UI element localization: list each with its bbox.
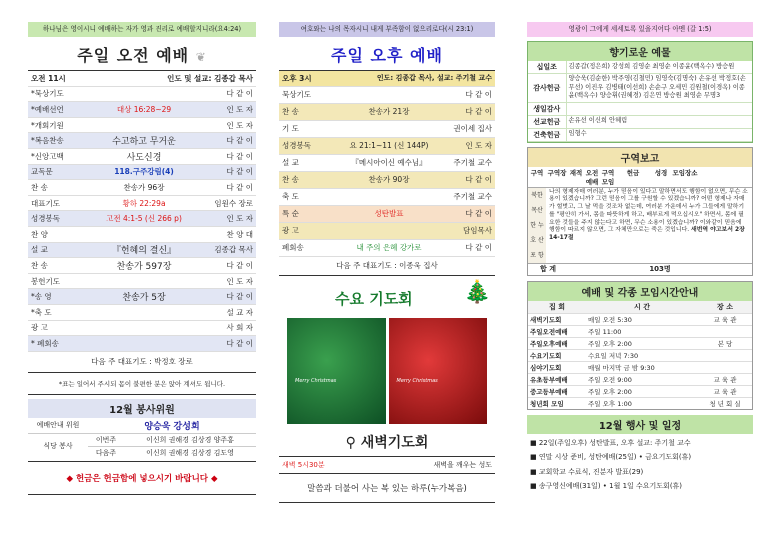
schedule-row [528,313,752,325]
schedule-col-header: 시 간 [634,302,650,311]
schedule-time: 수요일 저녁 7:30 [588,351,639,360]
committee-title: 12월 봉사위원 [28,399,256,418]
zone-name: 목산 [531,206,543,214]
bullet-icon: ■ [530,438,539,447]
row-leader: 다 같 이 [226,182,253,192]
service-row [279,155,495,172]
dawn-title: 새벽기도회 [360,434,429,451]
committee-sub: 이번주 [95,435,117,444]
dawn-time: 새벽 5시30분 [282,460,325,469]
events-list [527,434,753,496]
row-content: 『메시아이신 예수님』 [351,158,427,168]
row-leader: 다 같 이 [226,292,253,302]
row-leader: 다 같 이 [465,175,492,185]
schedule-time: 주일 오전 9:00 [588,375,632,384]
service-row [28,274,256,290]
zone-col-header: 구역모임 [601,168,615,186]
service-time: 오후 3시 [282,73,312,83]
schedule-name: 수요기도회 [530,351,562,360]
schedule-place [698,325,752,337]
row-leader: 다 같 이 [226,167,253,177]
offerings-panel [527,22,753,522]
schedule-row [528,337,752,349]
schedule-time: 주일 오후 2:00 [588,387,632,396]
row-leader: 임원수 장로 [214,198,253,208]
zone-verse: 새번역 야고보서 2장 14-17절 [549,227,745,242]
schedule-place: 교 육 관 [713,387,737,396]
service-row [279,121,495,138]
row-leader: 설 교 자 [226,307,253,317]
schedule-name: 유초등부예배 [530,375,568,384]
offering-table [528,61,752,142]
committee-role: 식당 봉사 [43,442,73,451]
motto: 말씀과 더불어 사는 복 있는 하루(누가복음) [307,483,467,494]
zone-body [528,188,752,263]
service-row [28,243,256,259]
service-row [28,165,256,181]
row-label: 찬 송 [282,175,299,185]
page-title: 주일 오후 예배 [331,46,443,65]
zone-name: 호 산 [530,236,544,244]
service-row [279,189,495,206]
afternoon-service-panel [279,22,495,522]
row-content: 수고하고 무거운 [112,137,176,148]
offering-names: 김종갑(정은희) 강성희 김영순 최영순 이종윤(백옥수) 방승원 [566,61,752,74]
row-leader: 인 도 자 [465,141,492,151]
bullet-icon: ■ [530,453,539,461]
row-content: 『헌혜의 결신』 [111,246,177,257]
row-label: 대표기도 [31,198,60,208]
row-leader: 인 도 자 [226,214,253,224]
zone-col-header: 구역장 [547,168,567,177]
offering-names: 양승욱(김순한) 박주영(김철민) 임영숙(김명숙) 손유선 박정호(손무선) 이진우 김병태(이선희) 손순구 오세민 김원철(이경옥) 이종윤(백옥수) 양승휘(권혜경) 김은연 방승원 최영순 무명3 [566,74,752,103]
offering-title: 향기로운 예물 [528,42,752,61]
schedule-time: 주일 오후 2:00 [588,339,632,348]
schedule-name: 심야기도회 [530,363,562,372]
row-leader: 인 도 자 [226,104,253,114]
service-lead: 인도 및 설교: 김종갑 목사 [167,73,253,83]
row-label: 교독문 [31,167,53,177]
offering-names: 임형수 [566,128,752,141]
event-item [530,436,750,451]
committee-names: 이신희 권해경 김상경 양주홍 [146,435,234,444]
row-leader: 담임목사 [463,226,492,236]
row-label: 특 순 [282,209,299,219]
service-row [28,289,256,305]
schedule-header [528,301,752,314]
offering-kind: 건축헌금 [533,130,561,139]
standing-note: *표는 일어서 주시되 몸이 불편한 분은 앉아 계셔도 됩니다. [58,379,226,388]
row-label: 성경봉독 [282,141,311,151]
row-leader: 사 회 자 [226,323,253,333]
schedule-name: 중고등부예배 [530,387,568,396]
schedule-name: 주일오후예배 [530,339,568,348]
event-item [530,465,750,480]
schedule-row [528,361,752,373]
row-label: 찬 송 [31,260,48,270]
row-leader: 권이세 집사 [453,124,492,134]
committee-names: 이신희 권해경 김상경 김도영 [146,448,234,457]
schedule-time: 주일 11:00 [588,327,622,336]
offering-row [528,61,752,74]
row-label: 축 도 [282,192,299,202]
tree-icon: ❦ [195,50,207,64]
committee-sub: 다음주 [95,448,117,457]
service-row [279,223,495,240]
offering-row [528,74,752,103]
schedule-place: 교 육 관 [713,315,737,324]
zone-col-header: 모임장소 [672,168,698,177]
title-text: 주일 오전 예배 [77,46,190,65]
zone-names [528,188,546,263]
offering-names [566,102,752,115]
row-label: *축 도 [31,307,52,317]
row-label: *개회기원 [31,120,64,130]
row-leader: 다 같 이 [465,107,492,117]
event-text: 교회학교 수료식, 진분자 발표(29) [538,467,644,476]
order-of-service [279,87,495,257]
dawn-desc: 새벽을 깨우는 성도 [433,460,492,469]
zone-col-header: 성경 [654,168,668,177]
row-label: * 폐회송 [31,338,59,348]
row-label: 광 고 [31,323,48,333]
service-row [28,305,256,321]
schedule-time: 매월 마지막 금 밤 9:30 [588,363,655,372]
events-box [527,415,753,496]
row-label: 묵상기도 [282,90,311,100]
wed-title: 수요 기도회 [335,289,413,308]
zone-total-label: 합 계 [540,265,556,273]
offering-kind: 십일조 [536,63,557,71]
offering-kind: 선교헌금 [533,117,561,126]
row-content: 118.구주강림(4) [114,167,174,177]
wed-header [279,276,495,318]
row-label: 봉헌기도 [31,276,60,286]
schedule-box [527,281,753,410]
row-content: 요 21:1~11 (신 144P) [349,141,429,151]
row-content: 대상 16:28~29 [116,104,172,114]
row-content: 내 주의 은혜 강가로 [356,243,422,253]
committee-names: 양승욱 강성희 [144,421,200,432]
row-content: 찬송가 5장 [122,293,166,304]
service-row [28,149,256,165]
row-leader: 주기철 교수 [453,192,492,202]
zone-header [528,167,752,188]
schedule-place [698,361,752,373]
row-label: 설 교 [282,158,299,168]
service-row [28,133,256,149]
service-row [279,104,495,121]
offering-row [528,115,752,128]
zone-box [527,147,753,276]
schedule-row [528,325,752,337]
verse-banner: 하나님은 영이시니 예배하는 자가 영과 진리로 예배할지니라(요4:24) [28,22,256,37]
schedule-row [528,373,752,385]
zone-col-header: 재적 [569,168,583,177]
row-label: 기 도 [282,124,299,134]
row-content: 찬송가 597장 [116,261,172,272]
service-row [279,240,495,257]
schedule-col-header: 집 회 [549,302,565,311]
row-content: 고전 4:1-5 (신 266 p) [106,214,182,224]
zone-passage: 나의 형제자매 여러분, 누가 믿음이 있다고 말하면서도 행함이 없으면, 무슨 소용이 있겠습니까? 그런 믿음이 그를 구원할 수 있겠습니까? 어떤 형제나 자매가 헐벗고, 그 날 먹을 것조차 없는데, 여러분 가운데서 누가 그들에게 말하기를 "평안히 가서, 몸을 따뜻하게 하고, 배부르게 먹으십시오" 하면서, 몸에 필요한 것들을 주지 않는다고 하면, 무슨 소용이 있겠습니까? 이와같이 믿음에 행함이 따르지 않으면, 그 자체만으로는 죽은 것입니다. [549,188,748,234]
schedule-time: 주일 오후 1:00 [588,399,632,408]
row-label: 성경봉독 [31,214,60,224]
service-row [279,206,495,223]
service-row [28,321,256,337]
event-text: 22일(주일오후) 성탄발표, 오후 설교: 주기철 교수 [538,438,691,447]
row-content: 찬송가 96장 [123,182,165,192]
schedule-name: 청년회 모임 [530,399,564,408]
zone-col-header: 오전예배 [585,168,599,186]
service-row [279,138,495,155]
service-row [28,227,256,243]
row-label: 광 고 [282,226,299,236]
bullet-icon: ■ [530,467,539,476]
row-label: *묵상기도 [31,89,64,99]
schedule-place: 교 육 관 [713,375,737,384]
event-item [530,479,750,494]
schedule-place [698,349,752,361]
service-row [28,211,256,227]
service-lead: 인도: 김종갑 목사, 설교: 주기철 교수 [376,74,492,83]
row-label: 찬 송 [31,182,48,192]
green-card: Merry Christmas [287,318,386,424]
offering-row [528,102,752,115]
offering-box [527,41,753,143]
service-row [28,196,256,212]
row-leader: 김종갑 목사 [214,245,253,255]
row-leader: 다 같 이 [465,90,492,100]
offering-row [528,128,752,141]
schedule-row [528,349,752,361]
schedule-title: 예배 및 각종 모임시간안내 [528,282,752,301]
event-text: 송구영신예배(31일) • 1월 1일 수요기도회(휴) [538,482,683,490]
row-content: 사도신경 [126,152,162,163]
row-leader: 다 같 이 [226,136,253,146]
zone-total: 103명 [649,265,671,273]
zone-name: 포 항 [530,251,544,259]
next-prayer: 다음 주 대표기도 : 박정호 장로 [91,357,193,367]
verse-banner: 영광이 그에게 세세토록 있을지어다 아멘 (갈 1:5) [527,22,753,37]
service-time: 오전 11시 [31,73,66,83]
row-label: 폐회송 [282,243,304,253]
row-content: 찬송가 90장 [368,175,410,185]
committee-role: 예배안내 위원 [36,421,80,430]
schedule-time: 매일 오전 5:30 [588,315,632,324]
row-label: 찬 양 [31,229,48,239]
row-leader: 인 도 자 [226,276,253,286]
service-header [279,71,495,87]
schedule-name: 새벽기도회 [530,315,562,324]
row-leader: 다 같 이 [465,243,492,253]
offering-kind: 감사헌금 [533,83,561,92]
offering-names: 손유선 이신희 안혜림 [566,115,752,128]
row-content: 찬송가 21장 [368,107,410,117]
event-item [530,450,750,465]
christmas-tree-icon: 🎄 [463,279,491,305]
row-leader: 다 같 이 [226,151,253,161]
row-leader: 다 같 이 [465,209,492,219]
service-row [279,87,495,104]
offering-kind: 생일감사 [533,104,561,113]
row-content: 황하 22:29a [122,198,166,208]
service-row [28,336,256,352]
red-card: Merry Christmas [389,318,488,424]
zone-total-row [528,263,752,275]
zone-col-header: 헌금 [626,168,640,177]
schedule-place: 본 당 [717,339,733,348]
schedule-table [528,301,752,409]
verse-banner: 여호와는 나의 목자시니 내게 부족함이 없으리로다(시 23:1) [279,22,495,37]
dawn-header [279,432,495,452]
service-row [28,102,256,118]
service-row [28,258,256,274]
service-row [279,172,495,189]
committee-table [28,418,256,459]
row-label: *송 영 [31,292,52,302]
page-title [28,43,256,66]
row-label: *복음찬송 [31,136,64,146]
row-content: 성탄발표 [374,209,404,219]
schedule-row [528,397,752,409]
service-row [28,118,256,134]
service-row [28,180,256,196]
row-leader: 다 같 이 [226,338,253,348]
schedule-row [528,385,752,397]
order-of-service [28,87,256,352]
schedule-name: 주일오전예배 [530,327,568,336]
bullet-icon: ■ [530,482,539,490]
zone-title: 구역보고 [528,148,752,167]
row-leader: 주기철 교수 [453,158,492,168]
row-label: 찬 송 [282,107,299,117]
row-leader: 찬 양 대 [226,229,253,239]
service-row [28,87,256,103]
zone-name: 한 누 [530,221,544,229]
row-leader: 다 같 이 [226,89,253,99]
dawn-row [279,457,495,473]
schedule-place: 청 년 회 실 [709,399,741,408]
schedule-col-header: 장 소 [717,302,733,311]
row-leader: 인 도 자 [226,120,253,130]
row-label: *예배선언 [31,104,64,114]
events-title: 12월 행사 및 일정 [527,415,753,434]
offering-note: ◆ 헌금은 헌금함에 넣으시기 바랍니다 ◆ [66,473,218,484]
zone-col-header: 구역 [530,168,544,177]
zone-name: 북한 [531,191,543,199]
christmas-cards [279,318,495,424]
row-label: 설 교 [31,245,48,255]
next-prayer: 다음 주 대표기도 : 이종욱 집사 [336,261,438,271]
row-leader: 다 같 이 [226,260,253,270]
service-header [28,71,256,87]
pray-icon: ⚲ [345,434,356,451]
event-text: 연말 시상 준비, 성탄예배(25일) • 금요기도회(휴) [538,453,692,461]
morning-service-panel [28,22,256,522]
zone-text [546,188,752,263]
row-label: *신앙고백 [31,151,64,161]
